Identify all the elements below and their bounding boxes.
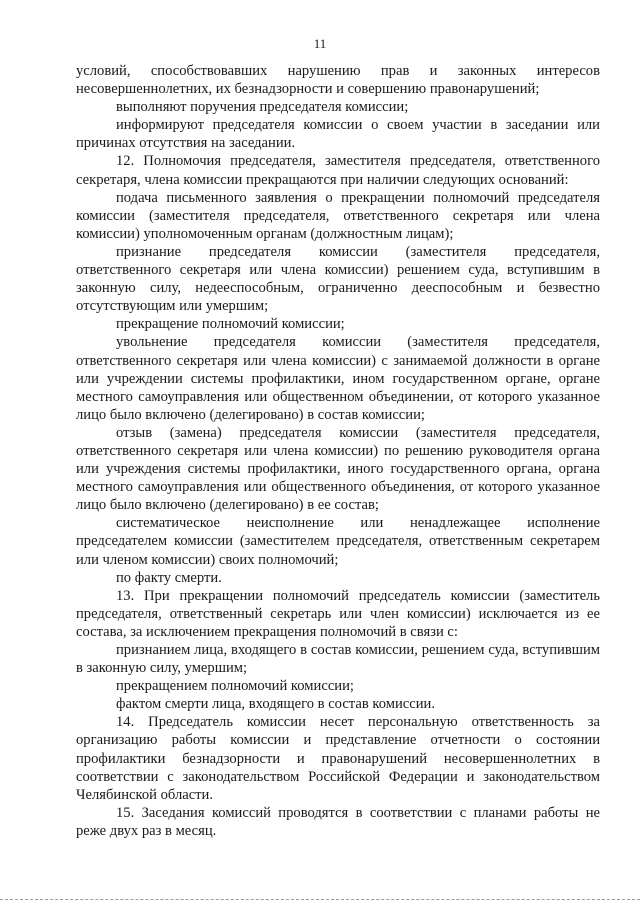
document-body xyxy=(76,62,600,840)
paragraph: по факту смерти. xyxy=(116,569,222,586)
paragraph-clause-14: 14. Председатель комиссии несет персональную ответственность за организацию работы комиссии и представление отчетности о состоянии профилактики безнадзорности и правонарушений несовершеннолетних в соответствии с законодательством Российской Федерации и законодательством Челябинской области. xyxy=(76,714,600,803)
paragraph: прекращением полномочий комиссии; xyxy=(116,678,354,695)
paragraph: признанием лица, входящего в состав комиссии, решением суда, вступившим в законную силу, умершим; xyxy=(76,642,600,677)
paragraph: признание председателя комиссии (заместителя председателя, ответственного секретаря или члена комиссии) решением суда, вступившим в законную силу, недееспособным, ограниченно дееспособным и безвестно отсутствующим или умершим; xyxy=(76,243,600,315)
paragraph: подача письменного заявления о прекращении полномочий председателя комиссии (заместителя председателя, ответственного секретаря или члена комиссии) уполномоченным органам (должностным лицам); xyxy=(76,189,600,242)
paragraph: прекращение полномочий комиссии; xyxy=(116,316,345,333)
paragraph-clause-15: 15. Заседания комиссий проводятся в соответствии с планами работы не реже двух раз в месяц. xyxy=(76,804,600,839)
paragraph-clause-13: 13. При прекращении полномочий председатель комиссии (заместитель председателя, ответственный секретарь или член комиссии) исключается из ее состава, за исключением прекращения полномочий в связи с: xyxy=(76,587,600,640)
paragraph: информируют председателя комиссии о своем участии в заседании или причинах отсутствия на заседании. xyxy=(76,117,600,152)
paragraph-clause-12: 12. Полномочия председателя, заместителя председателя, ответственного секретаря, члена комиссии прекращаются при наличии следующих оснований: xyxy=(76,153,600,188)
page-number: 11 xyxy=(313,36,327,51)
paragraph-continuation: условий, способствовавших нарушению прав и законных интересов несовершеннолетних, их безнадзорности и совершению правонарушений; xyxy=(76,63,600,98)
page-bottom-edge xyxy=(0,899,640,900)
paragraph: отзыв (замена) председателя комиссии (заместителя председателя, ответственного секретаря или члена комиссии) по решению руководителя органа или учреждения системы профилактики, иного государственного органа, органа местного самоуправления или общественного объединения, от которого указанное лицо было включено (делегировано) в ее состав; xyxy=(76,424,600,514)
paragraph: увольнение председателя комиссии (заместителя председателя, ответственного секретаря или члена комиссии) с занимаемой должности в органе или учреждении системы профилактики, ином государственном органе, органе местного самоуправления или общественном объединении, от которого указанное лицо было включено (делегировано) в состав комиссии; xyxy=(76,334,600,423)
paragraph: фактом смерти лица, входящего в состав комиссии. xyxy=(116,696,436,713)
paragraph: систематическое неисполнение или ненадлежащее исполнение председателем комиссии (заместителем председателя, ответственным секретарем или членом комиссии) своих полномочий; xyxy=(76,515,600,568)
paragraph: выполняют поручения председателя комиссии; xyxy=(116,99,409,116)
